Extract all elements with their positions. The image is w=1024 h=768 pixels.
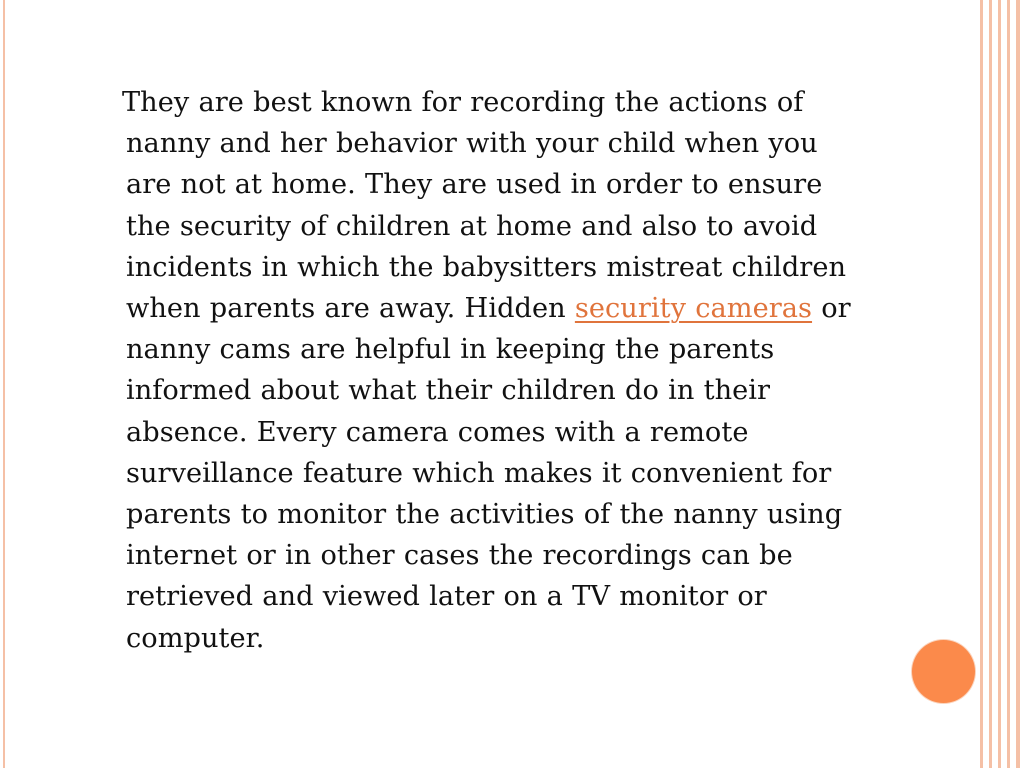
right-border-stripe [998,0,1001,768]
paragraph-line: parents to monitor the activities of the nanny using [126,499,843,531]
paragraph-line: nanny cams are helpful in keeping the parents [126,334,775,366]
paragraph-line: incidents in which the babysitters mistreat children [126,251,847,283]
paragraph-line: informed about what their children do in their [126,375,771,407]
paragraph-line: They are best known for recording the actions of [122,87,804,118]
paragraph-line: are not at home. They are used in order to ensure [126,169,823,201]
paragraph-line-with-link [126,288,966,329]
right-border-stripe [1016,0,1020,768]
paragraph-line: retrieved and viewed later on a TV monitor or [126,581,767,613]
paragraph-line: absence. Every camera comes with a remote [126,416,749,448]
paragraph-text: when parents are away. Hidden [126,293,575,325]
paragraph-line: internet or in other cases the recordings can be [126,540,793,572]
right-border-stripe [1007,0,1010,768]
paragraph-text: or [812,293,851,325]
body-paragraph [122,82,966,659]
left-border-stripe [3,0,5,768]
paragraph-line: surveillance feature which makes it convenient for [126,457,832,489]
paragraph-line: the security of children at home and also to avoid [126,210,818,242]
paragraph-line: computer. [126,622,265,654]
paragraph-line: nanny and her behavior with your child when you [126,128,818,160]
right-border-stripe [980,0,983,768]
decorative-circle-icon [912,640,975,703]
security-cameras-link[interactable]: security cameras [574,293,813,325]
right-border-stripe [989,0,992,768]
